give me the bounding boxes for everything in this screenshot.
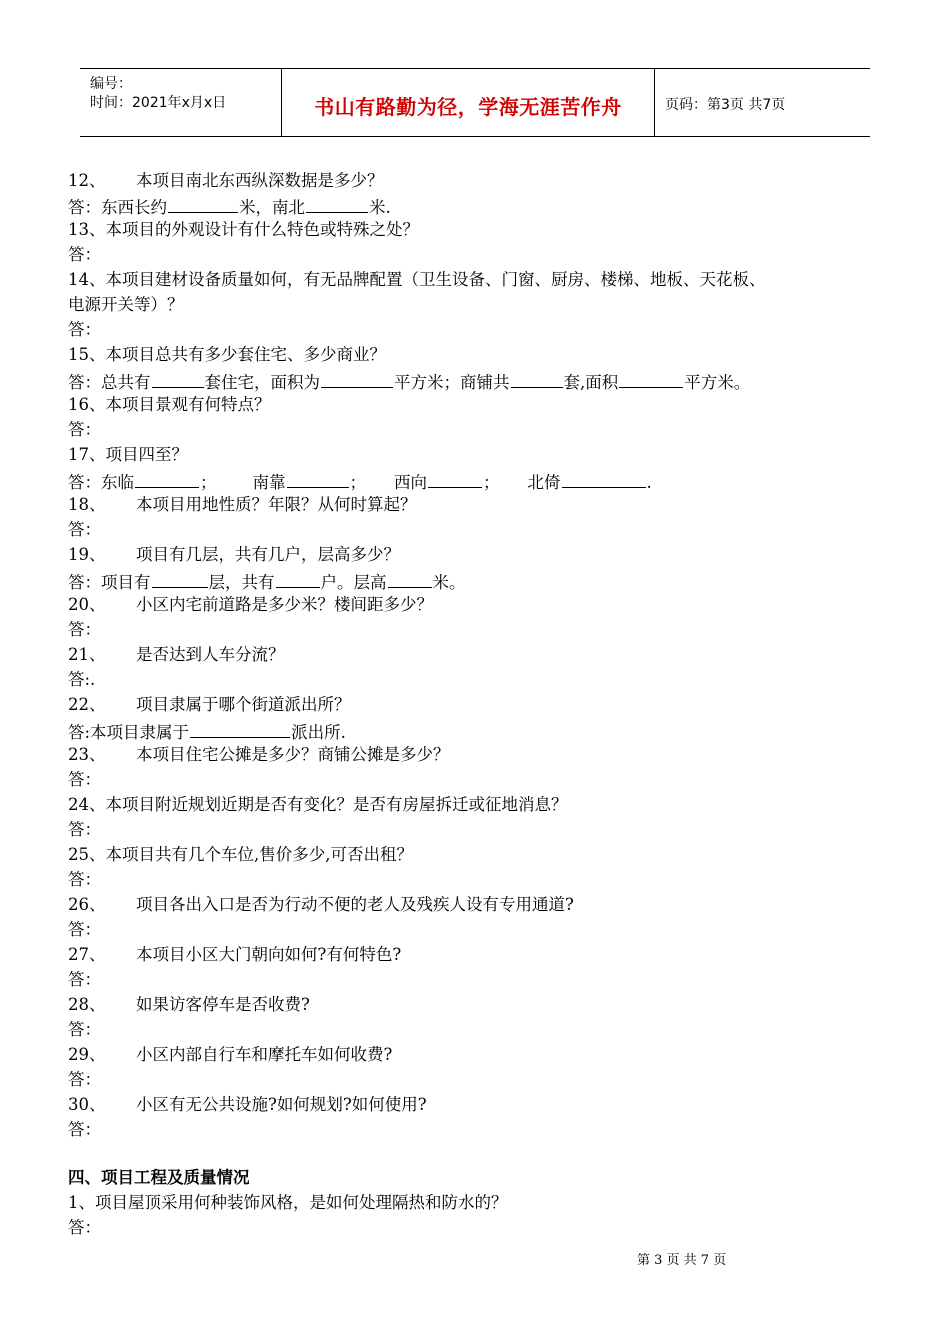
text-segment: 米。	[432, 573, 466, 592]
text-segment: 套住宅，面积为	[204, 373, 320, 392]
question-26	[68, 895, 574, 915]
answer-20: 答：	[68, 620, 101, 639]
text-segment: 项目隶属于哪个街道派出所？	[136, 695, 351, 714]
header-motto: 书山有路勤为径，学海无涯苦作舟	[314, 95, 622, 119]
answer-blank[interactable]	[306, 195, 368, 213]
question-16: 16、本项目景观有何特点？	[68, 395, 271, 414]
question-18	[68, 495, 417, 515]
text-segment: 户。层高	[320, 573, 387, 592]
question-25: 25、本项目共有几个车位,售价多少,可否出租？	[68, 845, 413, 864]
document-time-label: 时间：2021年x月x日	[90, 95, 227, 111]
text-segment: 22、	[68, 695, 106, 714]
text-segment: 19、	[68, 545, 106, 564]
text-segment: 项目各出入口是否为行动不便的老人及残疾人设有专用通道?	[136, 895, 574, 914]
text-segment: 本项目南北东西纵深数据是多少？	[136, 171, 384, 190]
answer-24: 答：	[68, 820, 101, 839]
text-segment: 米，南北	[239, 198, 305, 217]
answer-blank[interactable]	[152, 370, 204, 388]
answer-22	[68, 720, 346, 743]
text-segment: 派出所.	[291, 723, 346, 742]
question-14-cont: 电源开关等）？	[68, 295, 184, 314]
answer-12	[68, 195, 391, 218]
answer-29: 答：	[68, 1070, 101, 1089]
answer-23: 答：	[68, 770, 101, 789]
text-segment: ；	[200, 473, 217, 492]
question-30	[68, 1095, 427, 1115]
answer-19	[68, 570, 466, 593]
document-number-label: 编号：	[90, 76, 132, 92]
question-29	[68, 1045, 392, 1065]
text-segment: 本项目住宅公摊是多少？商铺公摊是多少？	[136, 745, 450, 764]
text-segment: 西向	[394, 473, 427, 492]
section-question-1: 1、项目屋顶采用何种装饰风格，是如何处理隔热和防水的？	[68, 1193, 508, 1212]
text-segment: 答：东西长约	[68, 198, 167, 217]
question-17: 17、项目四至？	[68, 445, 188, 464]
text-segment: 21、	[68, 645, 106, 664]
text-segment: 是否达到人车分流？	[136, 645, 285, 664]
text-segment: 26、	[68, 895, 106, 914]
answer-blank[interactable]	[287, 470, 349, 488]
text-segment: 28、	[68, 995, 106, 1014]
answer-blank[interactable]	[388, 570, 432, 588]
text-segment: 小区内宅前道路是多少米？楼间距多少？	[136, 595, 433, 614]
answer-blank[interactable]	[428, 470, 482, 488]
answer-blank[interactable]	[562, 470, 646, 488]
answer-blank[interactable]	[190, 720, 290, 738]
answer-25: 答：	[68, 870, 101, 889]
answer-27: 答：	[68, 970, 101, 989]
text-segment: 套,面积	[563, 373, 619, 392]
header-page-cell	[655, 69, 870, 136]
text-segment: 如果访客停车是否收费?	[136, 995, 310, 1014]
answer-18: 答：	[68, 520, 101, 539]
question-15: 15、本项目总共有多少套住宅、多少商业？	[68, 345, 386, 364]
text-segment: 南靠	[252, 473, 286, 492]
text-segment: 23、	[68, 745, 106, 764]
text-segment: 29、	[68, 1045, 106, 1064]
answer-blank[interactable]	[321, 370, 393, 388]
question-14: 14、本项目建材设备质量如何，有无品牌配置（卫生设备、门窗、厨房、楼梯、地板、天花板、	[68, 270, 766, 289]
question-22	[68, 695, 351, 715]
text-segment: 层，共有	[208, 573, 275, 592]
question-23	[68, 745, 450, 765]
answer-14: 答：	[68, 320, 101, 339]
header-page-number: 页码：第3页 共7页	[665, 97, 786, 113]
text-segment: 米.	[369, 198, 391, 217]
text-segment: 平方米；商铺共	[394, 373, 510, 392]
answer-15	[68, 370, 750, 393]
page-header	[80, 68, 870, 137]
text-segment: 12、	[68, 171, 106, 190]
question-13: 13、本项目的外观设计有什么特色或特殊之处？	[68, 220, 419, 239]
text-segment: 本项目小区大门朝向如何?有何特色?	[136, 945, 402, 964]
question-28	[68, 995, 310, 1015]
answer-blank[interactable]	[168, 195, 238, 213]
header-info-cell	[80, 69, 282, 136]
text-segment: 小区有无公共设施?如何规划?如何使用?	[136, 1095, 427, 1114]
answer-17	[68, 470, 652, 493]
text-segment: ；	[483, 473, 500, 492]
text-segment: 本项目用地性质？年限？从何时算起？	[136, 495, 417, 514]
answer-30: 答：	[68, 1120, 101, 1139]
text-segment: 答：总共有	[68, 373, 151, 392]
text-segment: 18、	[68, 495, 106, 514]
answer-blank[interactable]	[619, 370, 683, 388]
answer-blank[interactable]	[135, 470, 199, 488]
page-footer: 第 3 页 共 7 页	[637, 1253, 727, 1268]
answer-blank[interactable]	[152, 570, 208, 588]
question-21	[68, 645, 285, 665]
text-segment: 答：东临	[68, 473, 134, 492]
answer-28: 答：	[68, 1020, 101, 1039]
answer-blank[interactable]	[276, 570, 320, 588]
answer-13: 答：	[68, 245, 101, 264]
question-27	[68, 945, 401, 965]
text-segment: 小区内部自行车和摩托车如何收费?	[136, 1045, 393, 1064]
section-heading: 四、项目工程及质量情况	[68, 1168, 250, 1187]
text-segment: 平方米。	[684, 373, 751, 392]
text-segment: ；	[349, 473, 366, 492]
text-segment: 27、	[68, 945, 106, 964]
answer-16: 答：	[68, 420, 101, 439]
text-segment: 答:本项目隶属于	[68, 723, 190, 742]
question-20	[68, 595, 433, 615]
question-19	[68, 545, 400, 565]
question-12	[68, 171, 384, 191]
text-segment: 项目有几层，共有几户，层高多少？	[136, 545, 400, 564]
question-24: 24、本项目附近规划近期是否有变化？是否有房屋拆迁或征地消息？	[68, 795, 568, 814]
text-segment: .	[646, 473, 652, 492]
text-segment: 北倚	[527, 473, 561, 492]
text-segment: 30、	[68, 1095, 106, 1114]
answer-26: 答：	[68, 920, 101, 939]
text-segment: 20、	[68, 595, 106, 614]
section-answer-1: 答：	[68, 1218, 101, 1237]
header-motto-cell	[282, 69, 655, 136]
answer-blank[interactable]	[511, 370, 563, 388]
text-segment: 答：项目有	[68, 573, 151, 592]
answer-21: 答:.	[68, 670, 96, 689]
